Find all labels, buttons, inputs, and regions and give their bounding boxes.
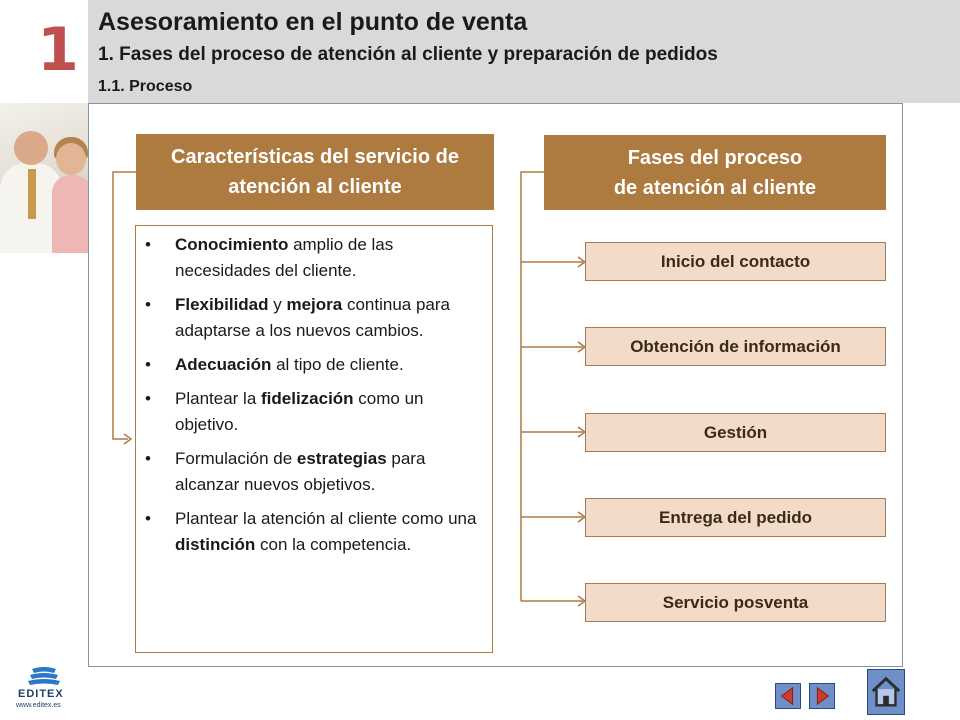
people-photo xyxy=(0,103,88,253)
next-button[interactable] xyxy=(809,683,835,709)
list-item xyxy=(145,232,487,284)
phases-header xyxy=(544,135,886,210)
logo-text: EDITEX xyxy=(18,688,64,700)
bullet-icon: • xyxy=(145,295,151,314)
bullet-icon: • xyxy=(145,355,151,374)
list-item-text: con la competencia. xyxy=(255,535,412,554)
list-item-text: continua para adaptarse a los nuevos cambios. xyxy=(175,295,450,340)
page-title: Asesoramiento en el punto de venta xyxy=(98,8,528,36)
list-item-bold: estrategias xyxy=(296,449,387,468)
phase-inicio-contacto: Inicio del contacto xyxy=(585,242,886,281)
bullet-icon: • xyxy=(145,449,151,468)
list-item-text: Formulación de xyxy=(175,449,297,468)
list-item xyxy=(145,446,487,498)
phase-obtencion-informacion: Obtención de información xyxy=(585,327,886,366)
home-button[interactable] xyxy=(867,669,905,715)
page-subtitle: 1. Fases del proceso de atención al cliente y preparación de pedidos xyxy=(98,44,718,65)
characteristics-header xyxy=(136,134,494,210)
list-item-text: y xyxy=(268,295,287,314)
list-item-bold: Flexibilidad xyxy=(175,295,269,314)
list-item-text: para alcanzar nuevos objetivos. xyxy=(175,449,426,494)
section-title: 1.1. Proceso xyxy=(98,78,193,95)
prev-button[interactable] xyxy=(775,683,801,709)
next-arrow-icon xyxy=(810,684,834,708)
list-item-bold: Conocimiento xyxy=(175,235,289,254)
list-item-text: amplio de las necesidades del cliente. xyxy=(175,235,394,280)
list-item-bold: mejora xyxy=(286,295,343,314)
list-item-text: como un objetivo. xyxy=(175,389,424,434)
logo-url: www.editex.es xyxy=(16,702,61,709)
list-item xyxy=(145,292,487,344)
list-item-bold: fidelización xyxy=(261,389,354,408)
characteristics-header-line1: Características del servicio de xyxy=(171,146,459,168)
list-item-bold: distinción xyxy=(175,535,256,554)
characteristics-header-line2: atención al cliente xyxy=(228,176,402,198)
phases-header-line1: Fases del proceso xyxy=(627,146,803,169)
chapter-number: 1 xyxy=(37,15,79,85)
list-item-text: al tipo de cliente. xyxy=(271,355,404,374)
list-item xyxy=(145,386,487,438)
list-item xyxy=(145,506,487,558)
characteristics-list xyxy=(145,232,487,566)
phases-header-line2: de atención al cliente xyxy=(613,176,817,199)
phase-servicio-posventa: Servicio posventa xyxy=(585,583,886,622)
list-item-text: Plantear la xyxy=(175,389,261,408)
home-icon xyxy=(868,670,904,714)
phase-entrega-pedido: Entrega del pedido xyxy=(585,498,886,537)
prev-arrow-icon xyxy=(776,684,800,708)
list-item-text: Plantear la atención al cliente como una xyxy=(175,509,477,528)
phase-gestion: Gestión xyxy=(585,413,886,452)
list-item-bold: Adecuación xyxy=(175,355,272,374)
bullet-icon: • xyxy=(145,235,151,254)
bullet-icon: • xyxy=(145,389,151,408)
list-item xyxy=(145,352,487,378)
bullet-icon: • xyxy=(145,509,151,528)
